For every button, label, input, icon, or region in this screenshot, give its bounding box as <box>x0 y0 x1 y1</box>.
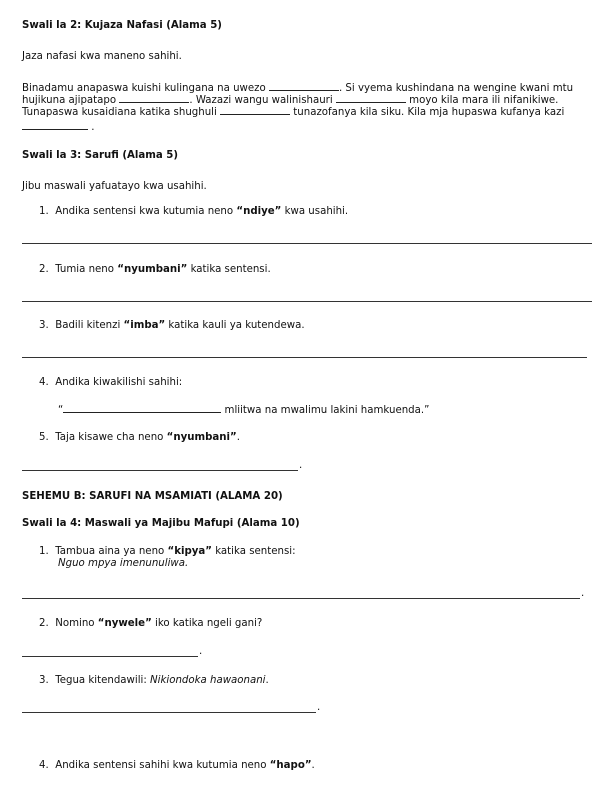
open-quote: “ <box>58 405 64 416</box>
swali4-q1 <box>39 546 296 558</box>
swali2-line-4 <box>22 120 94 134</box>
question-number: 2. <box>39 618 49 629</box>
text-segment: tunazofanya kila siku. Kila mja hupaswa kufanya kazi <box>290 107 565 118</box>
swali3-q2 <box>39 264 271 276</box>
swali3-q3 <box>39 320 305 332</box>
question-number: 2. <box>39 264 49 275</box>
question-text: Badili kitenzi <box>55 320 124 331</box>
question-number: 1. <box>39 546 49 557</box>
line-end-period: . <box>581 588 585 599</box>
swali4-q3 <box>39 675 269 687</box>
text-segment: . Si vyema kushindana na wengine kwani mtu <box>338 83 574 94</box>
swali3-heading: Swali la 3: Sarufi (Alama 5) <box>22 150 179 161</box>
keyword: “imba” <box>123 320 166 331</box>
swali3-q5 <box>39 432 240 444</box>
question-text: Andika kiwakilishi sahihi: <box>55 377 183 388</box>
answer-line-swali3-q5[interactable] <box>22 470 298 471</box>
section-b-heading: SEHEMU B: SARUFI NA MSAMIATI (ALAMA 20) <box>22 491 283 502</box>
question-text: katika sentensi. <box>187 264 271 275</box>
question-number: 5. <box>39 432 49 443</box>
answer-line-swali4-q3[interactable] <box>22 712 316 713</box>
answer-line-swali3-q3[interactable] <box>22 357 587 358</box>
fill-blank-5[interactable] <box>22 120 88 130</box>
swali2-heading: Swali la 2: Kujaza Nafasi (Alama 5) <box>22 20 222 31</box>
fill-blank-3[interactable] <box>336 93 406 103</box>
question-number: 1. <box>39 206 49 217</box>
riddle-text: Nikiondoka hawaonani <box>150 675 266 686</box>
keyword: “nyumbani” <box>117 264 188 275</box>
keyword: “ndiye” <box>236 206 282 217</box>
question-text: kwa usahihi. <box>281 206 349 217</box>
line-end-period: . <box>299 460 303 471</box>
question-text: Tumia neno <box>55 264 118 275</box>
text-segment: . <box>88 122 95 133</box>
text-segment: moyo kila mara ili nifanikiwe. <box>405 95 559 106</box>
question-text: Andika sentensi kwa kutumia neno <box>55 206 237 217</box>
text-segment: Binadamu anapaswa kuishi kulingana na uwezo <box>22 83 269 94</box>
line-end-period: . <box>199 646 203 657</box>
question-text: iko katika ngeli gani? <box>151 618 263 629</box>
question-number: 4. <box>39 760 49 771</box>
question-number: 3. <box>39 675 49 686</box>
swali3-q4 <box>39 377 182 389</box>
question-text: Tambua aina ya neno <box>55 546 168 557</box>
question-text: . <box>265 675 269 686</box>
question-text: katika sentensi: <box>211 546 296 557</box>
answer-line-swali3-q2[interactable] <box>22 301 592 302</box>
swali3-q1 <box>39 206 348 218</box>
fill-blank-2[interactable] <box>119 93 189 103</box>
answer-line-swali3-q1[interactable] <box>22 243 592 244</box>
question-number: 3. <box>39 320 49 331</box>
swali3-q4-sentence <box>58 403 429 417</box>
question-text: Taja kisawe cha neno <box>55 432 167 443</box>
question-text: . <box>236 432 240 443</box>
swali3-instruction: Jibu maswali yafuatayo kwa usahihi. <box>22 181 207 192</box>
answer-line-swali4-q2[interactable] <box>22 656 198 657</box>
keyword: “hapo” <box>269 760 312 771</box>
fill-blank-1[interactable] <box>269 81 339 91</box>
text-segment: Tunapaswa kusaidiana katika shughuli <box>22 107 221 118</box>
question-text: katika kauli ya kutendewa. <box>165 320 305 331</box>
keyword: “kipya” <box>167 546 212 557</box>
swali4-q1-example: Nguo mpya imenunuliwa. <box>58 558 189 569</box>
fill-blank-pronoun[interactable] <box>63 403 221 413</box>
question-number: 4. <box>39 377 49 388</box>
swali2-line-3 <box>22 105 564 119</box>
answer-line-swali4-q1[interactable] <box>22 598 580 599</box>
keyword: “nyumbani” <box>166 432 237 443</box>
text-segment: hujikuna ajipatapo <box>22 95 120 106</box>
question-text: . <box>311 760 315 771</box>
line-end-period: . <box>317 702 321 713</box>
swali4-q2 <box>39 618 262 630</box>
swali2-instruction: Jaza nafasi kwa maneno sahihi. <box>22 51 182 62</box>
question-text: Nomino <box>55 618 98 629</box>
keyword: “nywele” <box>97 618 152 629</box>
text-segment: . Wazazi wangu walinishauri <box>189 95 336 106</box>
question-text: mliitwa na mwalimu lakini hamkuenda.” <box>221 405 430 416</box>
question-text: Tegua kitendawili: <box>55 675 151 686</box>
question-text: Andika sentensi sahihi kwa kutumia neno <box>55 760 270 771</box>
swali4-heading: Swali la 4: Maswali ya Majibu Mafupi (Alama 10) <box>22 518 300 529</box>
fill-blank-4[interactable] <box>220 105 290 115</box>
swali4-q4 <box>39 760 315 772</box>
